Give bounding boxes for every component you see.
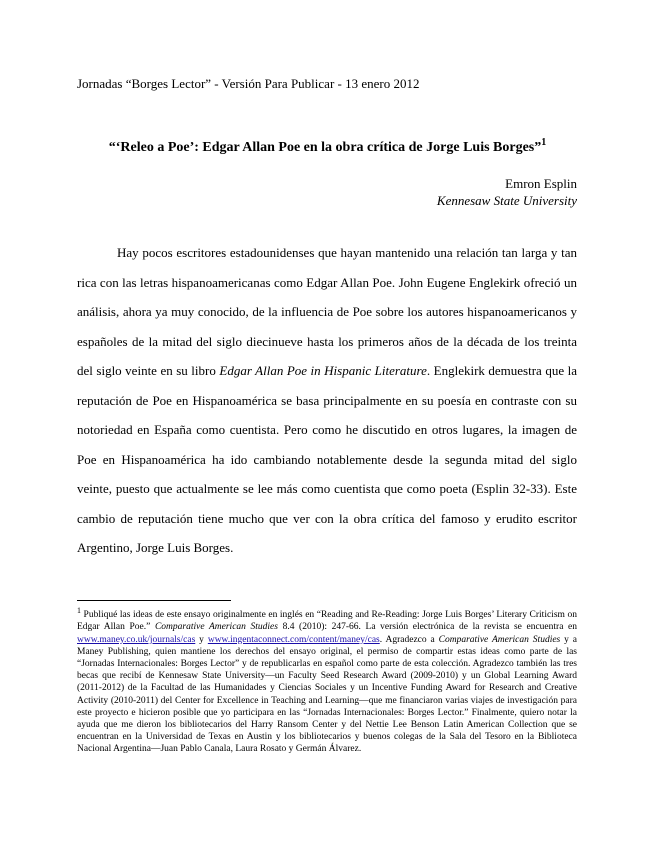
running-header: Jornadas “Borges Lector” - Versión Para Publicar - 13 enero 2012 (77, 76, 420, 91)
footnote-text-part: 8.4 (2010): 247-66. La versión electrónica de la revista se encuentra en (277, 622, 577, 633)
paragraph-text-part: Hay pocos escritores estadounidenses que hayan mantenido una relación tan larga y tan rica con las letras hispanoamericanas como Edgar Allan Poe. John Eugene Englekirk ofreció un análisis, ahora ya muy conocido, de la influencia de Poe sobre los autores hispanoamericanos y españoles de la mitad del siglo diecinueve hasta los primeros años de la década de los treinta del siglo veinte en su libro (77, 245, 577, 378)
footnote-text-part: y (195, 634, 208, 645)
paragraph-text-part: . Englekirk demuestra que la reputación de Poe en Hispanoamérica se basa principalmente en su poesía en contraste con su notoriedad en España como cuentista. Pero como he discutido en otros lugares, la imagen de Poe en Hispanoamérica ha ido cambiando notablemente desde la segunda mitad del siglo veinte, puesto que actualmente se lee más como cuentista que como poeta (Esplin 32-33). Este cambio de reputación tiene mucho que ver con la obra crítica del famoso y erudito escritor Argentino, Jorge Luis Borges. (77, 363, 578, 555)
footnote-text-part: . Agradezco a (379, 634, 439, 645)
journal-title: Comparative American Studies (154, 622, 278, 633)
journal-link-ingenta[interactable]: www.ingentaconnect.com/content/maney/cas (207, 634, 380, 645)
title-footnote-mark[interactable]: 1 (541, 137, 547, 148)
footnote-text-part: y a Maney Publishing, quien mantiene los derechos del ensayo original, el permiso de compartir estas ideas como parte de las “Jornadas Internacionales: Borges Lector” y de republicarlas en español como parte de esta colección. Agradezco también las tres becas que recibí de Kennesaw State University—un Faculty Seed Research Award (2009-2010) y un Global Learning Award (2011-2012) de la Facultad de las Humanidades y Ciencias Sociales y un Incentive Funding Award for Research and Creative Activity (2010-2011) del Center for Excellence in Teaching and Learning—que me financiaron varias viajes de investigación para este proyecto e hicieron posible que yo participara en las “Jornadas Internacionales: Borges Lector.” Finalmente, quiero notar la ayuda que me dieron los bibliotecarios del Harry Ransom Center y del Nettie Lee Benson Latin American Collection que se encuentran en la Universidad de Texas en Austin y los bibliotecarios y buenos colegas de la Sala del Tesoro en la Biblioteca Nacional Argentina—Juan Pablo Canala, Laura Rosato y Germán Álvarez. (77, 634, 578, 755)
footnote-mark: 1 (77, 606, 81, 615)
journal-link-maney[interactable]: www.maney.co.uk/journals/cas (77, 634, 196, 645)
article-title (0, 137, 655, 156)
body-text (77, 238, 577, 563)
author-name: Emron Esplin (505, 176, 577, 191)
footnote (77, 605, 577, 756)
author-affiliation: Kennesaw State University (436, 193, 577, 208)
book-title: Edgar Allan Poe in Hispanic Literature (219, 363, 427, 378)
article-title-text: “‘Releo a Poe’: Edgar Allan Poe en la obra crítica de Jorge Luis Borges” (108, 140, 542, 155)
journal-title: Comparative American Studies (438, 634, 561, 645)
body-paragraph (77, 238, 577, 563)
footnote-separator (77, 600, 231, 601)
footnote-text-part: Publiqué las ideas de este ensayo originalmente en inglés en “Reading and Re-Reading: Jorge Luis Borges’ Literary Criticism on Edgar Allan Poe.” (77, 610, 577, 633)
author-block (437, 175, 577, 209)
